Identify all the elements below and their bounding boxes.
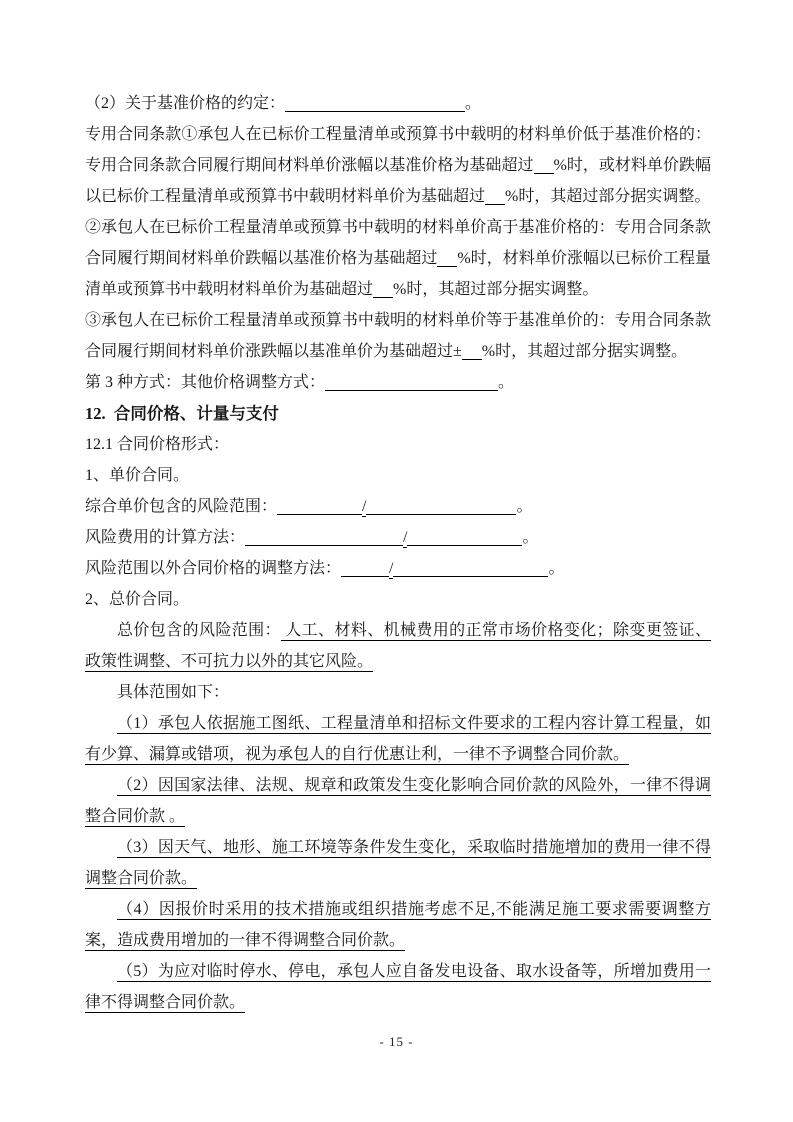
blank-fill-field	[534, 159, 554, 174]
text-run: 综合单价包含的风险范围：	[85, 498, 278, 515]
text-run: 12. 合同价格、计量与支付	[85, 404, 279, 423]
text-run: ②承包人在已标价工程量清单或预算书中载明的材料单价高于基准价格的：专用合同条款合同履行期间材料单价跌幅以基准价格为基础超过	[85, 219, 711, 267]
text-run: 具体范围如下：	[117, 684, 230, 701]
underlined-text: （4）因报价时采用的技术措施或组织措施考虑不足,不能满足施工要求需要调整方案，造成费用增加的一律不得调整合同价款。	[85, 901, 711, 949]
underlined-text: （2）因国家法律、法规、规章和政策发生变化影响合同价款的风险外，一律不得调整合同价款 。	[85, 777, 711, 825]
blank-fill-field	[277, 500, 362, 515]
text-run: 。	[548, 560, 565, 577]
underlined-text: /	[389, 560, 394, 577]
para-unit-price-risk-scope	[85, 491, 711, 522]
para-lump-sum-risk-scope	[85, 615, 711, 677]
underlined-text: （1）承包人依据施工图纸、工程量清单和招标文件要求的工程内容计算工程量，如有少算、漏算或错项，视为承包人的自行优惠让利，一律不予调整合同价款。	[85, 715, 711, 763]
text-run: 2、总价合同。	[85, 591, 190, 608]
blank-fill-field	[325, 376, 498, 391]
underlined-text: （3）因天气、地形、施工环境等条件发生变化，采取临时措施增加的费用一律不得调整合同价款。	[85, 839, 711, 887]
para-lump-sum-contract	[85, 584, 711, 615]
text-run: ③承包人在已标价工程量清单或预算书中载明的材料单价等于基准单价的：专用合同条款合同履行期间材料单价涨跌幅以基准单价为基础超过±	[85, 312, 711, 360]
blank-fill-field	[437, 252, 457, 267]
text-run: 总价包含的风险范围：	[117, 622, 281, 639]
para-item-1-quantity-calculation	[85, 708, 711, 770]
para-item-4-inadequate-measures	[85, 894, 711, 956]
text-run: 。	[516, 498, 533, 515]
para-material-price-equal-benchmark	[85, 305, 711, 367]
blank-fill-field	[373, 283, 393, 298]
text-run: 。	[522, 529, 539, 546]
underlined-text: （5）为应对临时停水、停电，承包人应自备发电设备、取水设备等，所增加费用一律不得调整合同价款。	[85, 963, 711, 1011]
text-run: %时，材料单价涨幅以已标价工程量清单或预算书中载明材料单价为基础超过	[85, 250, 711, 298]
text-run: %时，其超过部分据实调整。	[481, 343, 688, 360]
text-run: 风险范围以外合同价格的调整方法：	[85, 560, 342, 577]
blank-fill-field	[341, 562, 389, 577]
underlined-text: 人工、材料、机械费用的正常市场价格变化；除变更签证、政策性调整、不可抗力以外的其它风险。	[85, 622, 711, 670]
blank-fill-field	[393, 562, 548, 577]
document-body	[85, 88, 711, 1018]
blank-fill-field	[462, 345, 482, 360]
heading-section-12	[85, 398, 711, 429]
blank-fill-field	[366, 500, 516, 515]
clause-baseline-price-agreement	[85, 88, 711, 119]
para-material-price-above-benchmark	[85, 212, 711, 305]
text-run: 第 3 种方式：其他价格调整方式：	[85, 374, 326, 391]
para-risk-fee-calc-method	[85, 522, 711, 553]
text-run: 专用合同条款①承包人在已标价工程量清单或预算书中载明的材料单价低于基准价格的：专用合同条款合同履行期间材料单价涨幅以基准价格为基础超过	[85, 126, 711, 174]
para-material-price-below-benchmark	[85, 119, 711, 212]
text-run: 风险费用的计算方法：	[85, 529, 246, 546]
underlined-text: /	[403, 529, 408, 546]
para-item-5-temporary-utility-outage	[85, 956, 711, 1018]
text-run: %时，或材料单价跌幅以已标价工程量清单或预算书中载明材料单价为基础超过	[85, 157, 711, 205]
blank-fill-field	[285, 97, 465, 112]
para-unit-price-contract	[85, 460, 711, 491]
blank-fill-field	[407, 531, 522, 546]
text-run: 。	[498, 374, 515, 391]
para-third-price-adjust-method	[85, 367, 711, 398]
text-run: 12.1 合同价格形式：	[85, 436, 230, 453]
text-run: %时，其超过部分据实调整。	[505, 188, 711, 205]
text-run: 1、单价合同。	[85, 467, 190, 484]
text-run: %时，其超过部分据实调整。	[393, 281, 599, 298]
para-out-of-risk-price-adjust-method	[85, 553, 711, 584]
blank-fill-field	[245, 531, 403, 546]
para-item-3-site-condition-changes	[85, 832, 711, 894]
page-number: - 15 -	[379, 1034, 414, 1049]
para-specific-scope-intro	[85, 677, 711, 708]
blank-fill-field	[485, 190, 505, 205]
para-12-1-contract-price-form	[85, 429, 711, 460]
underlined-text: /	[362, 498, 367, 515]
text-run: 。	[465, 95, 482, 112]
text-run: （2）关于基准价格的约定：	[85, 95, 286, 112]
para-item-2-law-policy-changes	[85, 770, 711, 832]
